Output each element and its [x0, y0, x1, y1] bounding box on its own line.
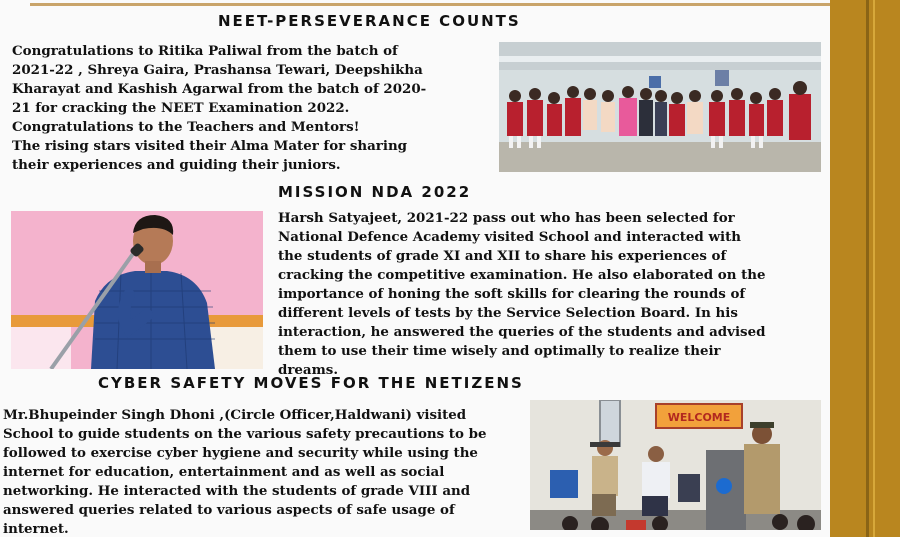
right-border-bar: [830, 0, 900, 537]
text-line: The rising stars visited their Alma Mater for sharing: [12, 138, 408, 154]
text-line: Harsh Satyajeet, 2021-22 pass out who has been selected for: [278, 210, 735, 226]
text-line: them to use their time wisely and optimally to realize their: [278, 343, 721, 359]
section-heading-neet: NEET-PERSEVERANCE COUNTS: [218, 12, 521, 30]
group-photo-illustration: [499, 42, 821, 172]
text-line: importance of honing the soft skills for clearing the rounds of: [278, 286, 746, 302]
section-text-cyber-safety: [3, 406, 521, 539]
text-line: dreams.: [278, 362, 338, 378]
cyber-safety-session-photo: [530, 400, 821, 530]
text-line: Kharayat and Kashish Agarwal from the batch of 2020-: [12, 81, 427, 97]
right-border-line: [866, 0, 869, 537]
text-line: their experiences and guiding their juniors.: [12, 157, 341, 173]
text-line: 2021-22 , Shreya Gaira, Prashansa Tewari, Deepshikha: [12, 62, 423, 78]
text-line: answered queries related to various aspects of safe usage of: [3, 502, 455, 518]
text-line: National Defence Academy visited School and interacted with: [278, 229, 741, 245]
text-line: different levels of tests by the Service Selection Board. In his: [278, 305, 738, 321]
text-line: Mr.Bhupeinder Singh Dhoni ,(Circle Officer,Haldwani) visited: [3, 407, 467, 423]
text-line: followed to exercise cyber hygiene and security while using the: [3, 445, 478, 461]
session-photo-illustration: [530, 400, 821, 530]
text-line: networking. He interacted with the students of grade VIII and: [3, 483, 471, 499]
text-line: internet for education, entertainment and as well as social: [3, 464, 445, 480]
text-line: 21 for cracking the NEET Examination 2022.: [12, 100, 350, 116]
section-heading-cyber-safety: CYBER SAFETY MOVES FOR THE NETIZENS: [98, 374, 524, 392]
right-border-line: [873, 0, 875, 537]
text-line: interaction, he answered the queries of the students and advised: [278, 324, 766, 340]
section-heading-nda: MISSION NDA 2022: [278, 183, 472, 201]
text-line: internet.: [3, 521, 69, 537]
group-photo-neet-students: [499, 42, 821, 172]
text-line: Congratulations to the Teachers and Mentors!: [12, 119, 360, 135]
speaker-photo-nda: [11, 211, 263, 369]
section-text-neet: [12, 42, 489, 175]
top-divider: [30, 3, 830, 6]
text-line: School to guide students on the various safety precautions to be: [3, 426, 487, 442]
section-text-nda: [278, 209, 810, 380]
speaker-photo-illustration: [11, 211, 263, 369]
text-line: Congratulations to Ritika Paliwal from the batch of: [12, 43, 398, 59]
text-line: cracking the competitive examination. He also elaborated on the: [278, 267, 766, 283]
welcome-banner-text: WELCOME: [667, 411, 731, 424]
text-line: the students of grade XI and XII to share his experiences of: [278, 248, 727, 264]
